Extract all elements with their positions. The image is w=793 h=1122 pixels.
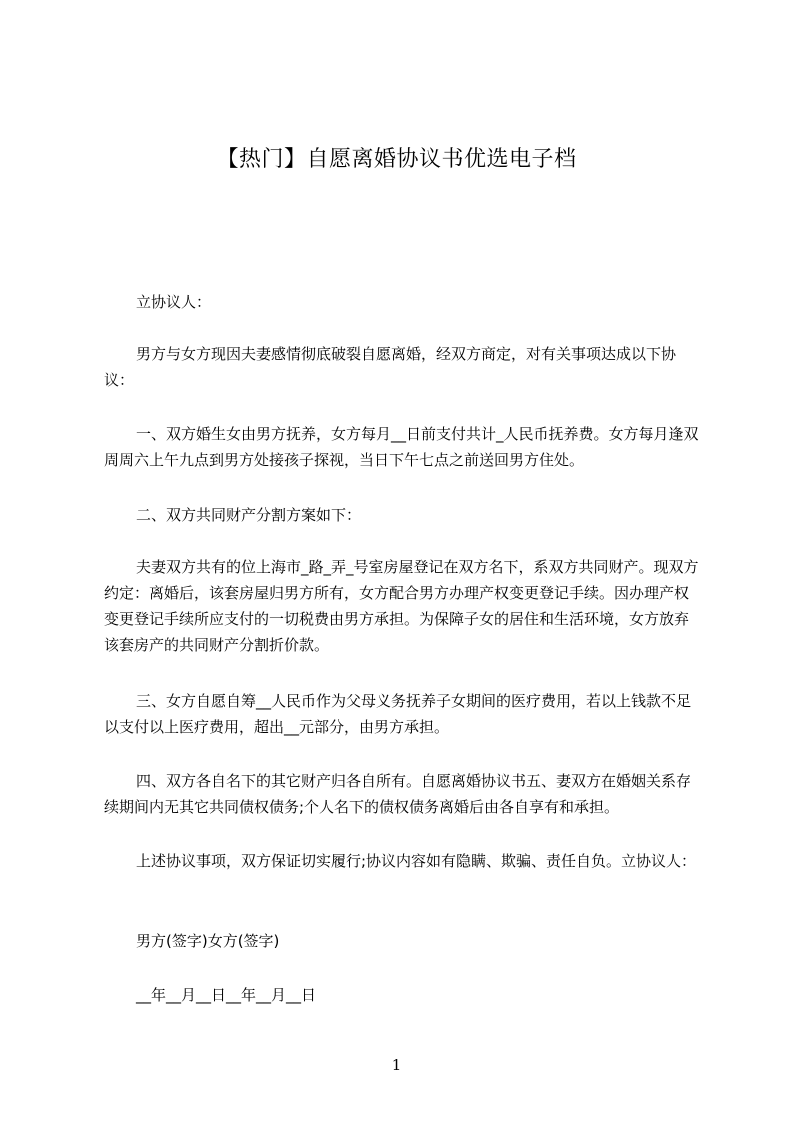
page-title: 【热门】自愿离婚协议书优选电子档	[216, 147, 577, 172]
page-number: 1	[391, 1056, 402, 1074]
paragraph-closing: 上述协议事项，双方保证切实履行;协议内容如有隐瞒、欺骗、责任自负。立协议人：	[136, 852, 697, 870]
paragraph-clause-2-heading: 二、双方共同财产分割方案如下：	[136, 506, 362, 524]
paragraph-clause-4: 四、双方各自名下的其它财产归各自所有。自愿离婚协议书五、妻双方在婚姻关系存续期间内无其它共同债权债务;个人名下的债权债务离婚后由各自享有和承担。	[104, 772, 692, 816]
paragraph-clause-1: 一、双方婚生女由男方抚养，女方每月__日前支付共计_人民币抚养费。女方每月逢双周周六上午九点到男方处接孩子探视，当日下午七点之前送回男方住处。	[104, 425, 699, 469]
paragraph-preamble: 男方与女方现因夫妻感情彻底破裂自愿离婚，经双方商定，对有关事项达成以下协议：	[104, 345, 677, 389]
date-line: __年__月__日__年__月__日	[136, 986, 317, 1004]
paragraph-clause-2-body: 夫妻双方共有的位上海市_路_弄_号室房屋登记在双方名下，系双方共同财产。现双方约定：离婚后，该套房屋归男方所有，女方配合男方办理产权变更登记手续。因办理产权变更登记手续所应支付的一切税费由男方承担。为保障子女的居住和生活环境，女方放弃该套房产的共同财产分割折价款。	[104, 558, 699, 654]
paragraph-clause-3: 三、女方自愿自筹__人民币作为父母义务抚养子女期间的医疗费用，若以上钱款不足以支付以上医疗费用，超出__元部分，由男方承担。	[104, 692, 692, 736]
paragraph-parties: 立协议人：	[136, 293, 212, 311]
signature-line: 男方(签字)女方(签字)	[136, 932, 280, 950]
